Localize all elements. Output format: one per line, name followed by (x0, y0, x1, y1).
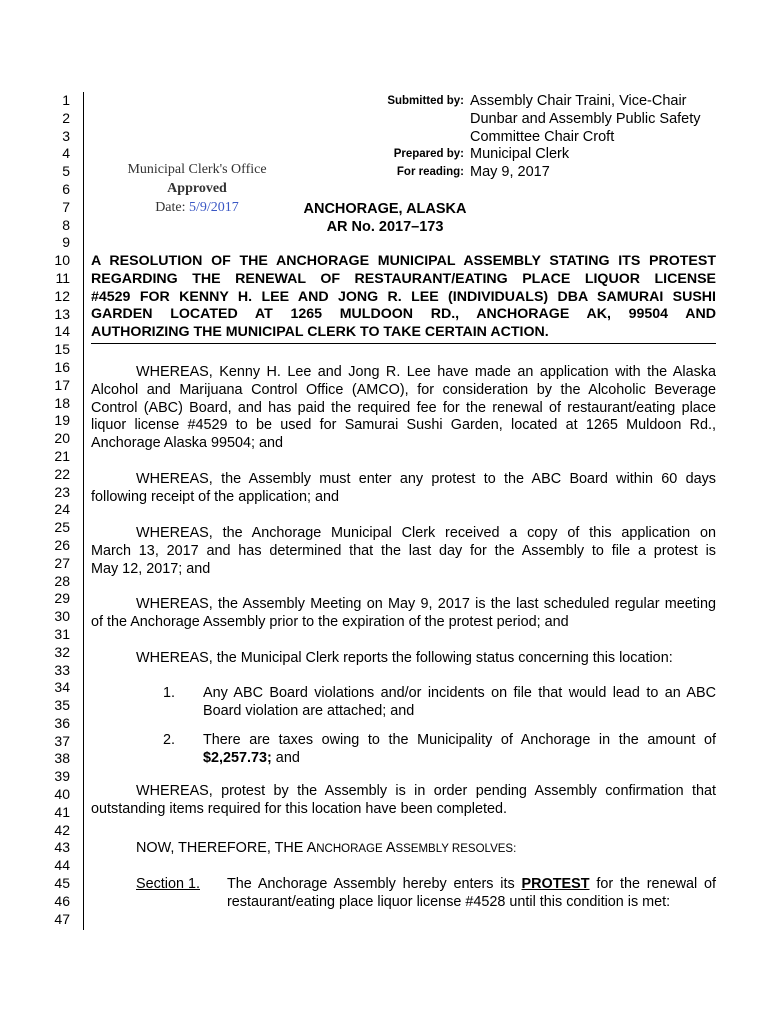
line-number: 7 (62, 198, 70, 215)
line-number: 33 (54, 661, 70, 678)
line-number: 1 (62, 92, 70, 108)
line-number: 17 (54, 376, 70, 393)
line-number: 5 (62, 163, 70, 180)
line-number: 34 (54, 679, 70, 696)
resolution-title (91, 253, 716, 344)
list-text (203, 685, 716, 721)
prepared-by-value: Municipal Clerk (470, 146, 570, 163)
approval-date-value: 5/9/2017 (189, 200, 239, 215)
resolution-number: AR No. 2017–173 (326, 218, 444, 235)
paragraph-line: March 13, 2017 and has determined that the last day for the Assembly to file a protest is (91, 542, 716, 559)
line-number-gutter (40, 92, 70, 928)
paragraph-line: WHEREAS, the Assembly Meeting on May 9, 2017 is the last scheduled regular meeting (136, 596, 716, 612)
line-number: 27 (54, 554, 70, 571)
line-number: 31 (54, 625, 70, 642)
section-line: restaurant/eating place liquor license #4528 until this condition is met: (227, 893, 671, 910)
resolves-smallcaps: SSEMBLY RESOLVES: (395, 843, 517, 855)
line-number: 11 (55, 269, 70, 286)
tax-amount: $2,257.73; (203, 749, 272, 766)
approval-status: Approved (167, 181, 227, 196)
prepared-by-label: Prepared by: (393, 148, 464, 161)
line-number: 21 (54, 447, 70, 464)
paragraph-line: WHEREAS, protest by the Assembly is in order pending Assembly confirmation that (136, 783, 716, 799)
paragraph-line: Anchorage Alaska 99504; and (91, 435, 284, 452)
section-line-pre: The Anchorage Assembly hereby enters its (227, 876, 522, 892)
approval-date (112, 198, 282, 217)
line-number: 35 (54, 697, 70, 714)
approval-date-label: Date: (155, 200, 186, 215)
whereas-paragraph (91, 783, 716, 819)
line-number: 15 (54, 341, 70, 358)
line-number: 4 (62, 145, 70, 162)
paragraph-line: of the Anchorage Assembly prior to the expiration of the protest period; and (91, 613, 569, 630)
line-number: 43 (54, 839, 70, 856)
whereas-paragraph (91, 525, 716, 578)
list-line-tail: and (271, 749, 300, 766)
protest-keyword: PROTEST (521, 876, 590, 892)
line-number: 24 (54, 501, 70, 518)
list-number: 2. (163, 732, 176, 748)
line-number: 23 (54, 483, 70, 500)
section-label: Section 1. (136, 876, 200, 892)
paragraph-line: May 12, 2017; and (91, 560, 211, 577)
resolution-title-line: REGARDING THE RENEWAL OF RESTAURANT/EATING PLACE LIQUOR LICENSE (91, 270, 716, 287)
gutter-rule (83, 92, 84, 930)
submitted-by-line: Assembly Chair Traini, Vice-Chair (470, 93, 687, 109)
line-number: 14 (54, 323, 70, 340)
resolution-title-line: GARDEN LOCATED AT 1265 MULDOON RD., ANCHORAGE AK, 99504 AND (91, 306, 716, 323)
paragraph-line: outstanding items required for this location have been completed. (91, 800, 507, 817)
line-number: 40 (54, 786, 70, 803)
paragraph-line: Control (ABC) Board, and has paid the required fee for the renewal of restaurant/eating place (91, 399, 716, 416)
resolves-cap: A (385, 840, 396, 856)
paragraph-line: WHEREAS, the Anchorage Municipal Clerk received a copy of this application on (136, 525, 716, 541)
paragraph-line: liquor license #4529 to be used for Samurai Sushi Garden, located at 1265 Muldoon Rd., (91, 417, 716, 434)
title-place: ANCHORAGE, ALASKA (303, 201, 467, 217)
line-number: 6 (62, 180, 70, 197)
submitted-by-label: Submitted by: (387, 95, 464, 107)
line-number: 47 (54, 910, 70, 927)
paragraph-line: WHEREAS, the Municipal Clerk reports the following status concerning this location: (136, 650, 673, 666)
line-number: 10 (54, 252, 70, 269)
line-number: 32 (54, 643, 70, 660)
clerk-office: Municipal Clerk's Office (127, 162, 267, 177)
resolution-title-line: AUTHORIZING THE MUNICIPAL CLERK TO TAKE CERTAIN ACTION. (91, 324, 549, 341)
whereas-paragraph (91, 650, 716, 668)
line-number: 44 (54, 857, 70, 874)
list-text (203, 732, 716, 768)
submitted-by-value (470, 93, 701, 146)
document-title (270, 201, 500, 237)
submission-header (372, 93, 701, 182)
line-number: 20 (54, 430, 70, 447)
line-number: 45 (54, 875, 70, 892)
line-number: 2 (62, 109, 70, 126)
submitted-by-line: Committee Chair Croft (470, 128, 615, 145)
resolves-clause (136, 840, 516, 859)
line-number: 39 (54, 768, 70, 785)
section-line-post: for the renewal of (589, 876, 716, 892)
line-number: 18 (54, 394, 70, 411)
paragraph-line: following receipt of the application; and (91, 488, 339, 505)
line-number: 28 (54, 572, 70, 589)
line-number: 42 (54, 821, 70, 838)
resolves-cap: A (306, 840, 317, 856)
line-number: 13 (54, 305, 70, 322)
clerk-approval-stamp (112, 160, 282, 217)
line-number: 26 (54, 536, 70, 553)
line-number: 36 (54, 714, 70, 731)
line-number: 9 (62, 234, 70, 251)
section-line (227, 876, 716, 894)
list-line: There are taxes owing to the Municipality of Anchorage in the amount of (203, 732, 716, 748)
line-number: 38 (54, 750, 70, 767)
resolves-smallcaps: NCHORAGE (316, 843, 386, 855)
line-number: 30 (54, 608, 70, 625)
line-number: 29 (54, 590, 70, 607)
submitted-by-line: Dunbar and Assembly Public Safety (470, 110, 701, 127)
section-text (227, 876, 716, 912)
whereas-paragraph (91, 471, 716, 507)
line-number: 8 (62, 216, 70, 233)
resolution-title-line: #4529 FOR KENNY H. LEE AND JONG R. LEE (INDIVIDUALS) DBA SAMURAI SUSHI (91, 288, 716, 305)
line-number: 41 (54, 803, 70, 820)
for-reading-value: May 9, 2017 (470, 164, 550, 181)
resolution-title-line: A RESOLUTION OF THE ANCHORAGE MUNICIPAL ASSEMBLY STATING ITS PROTEST (91, 253, 716, 269)
whereas-paragraph (91, 364, 716, 453)
line-number: 12 (54, 287, 70, 304)
paragraph-line: WHEREAS, Kenny H. Lee and Jong R. Lee have made an application with the Alaska (136, 364, 716, 380)
list-line: Board violation are attached; and (203, 702, 415, 719)
paragraph-line: Alcohol and Marijuana Control Office (AMCO), for consideration by the Alcoholic Beverage (91, 381, 716, 398)
line-number: 46 (54, 892, 70, 909)
list-number: 1. (163, 685, 176, 701)
line-number: 3 (62, 127, 70, 144)
whereas-paragraph (91, 596, 716, 632)
line-number: 25 (54, 519, 70, 536)
list-line: Any ABC Board violations and/or incidents on file that would lead to an ABC (203, 685, 716, 701)
for-reading-label: For reading: (396, 166, 464, 179)
line-number: 16 (54, 358, 70, 375)
paragraph-line: WHEREAS, the Assembly must enter any protest to the ABC Board within 60 days (136, 471, 716, 487)
resolves-text: NOW, THEREFORE, THE (136, 840, 307, 856)
line-number: 37 (54, 732, 70, 749)
list-line (203, 750, 716, 768)
line-number: 22 (54, 465, 70, 482)
line-number: 19 (54, 412, 70, 429)
